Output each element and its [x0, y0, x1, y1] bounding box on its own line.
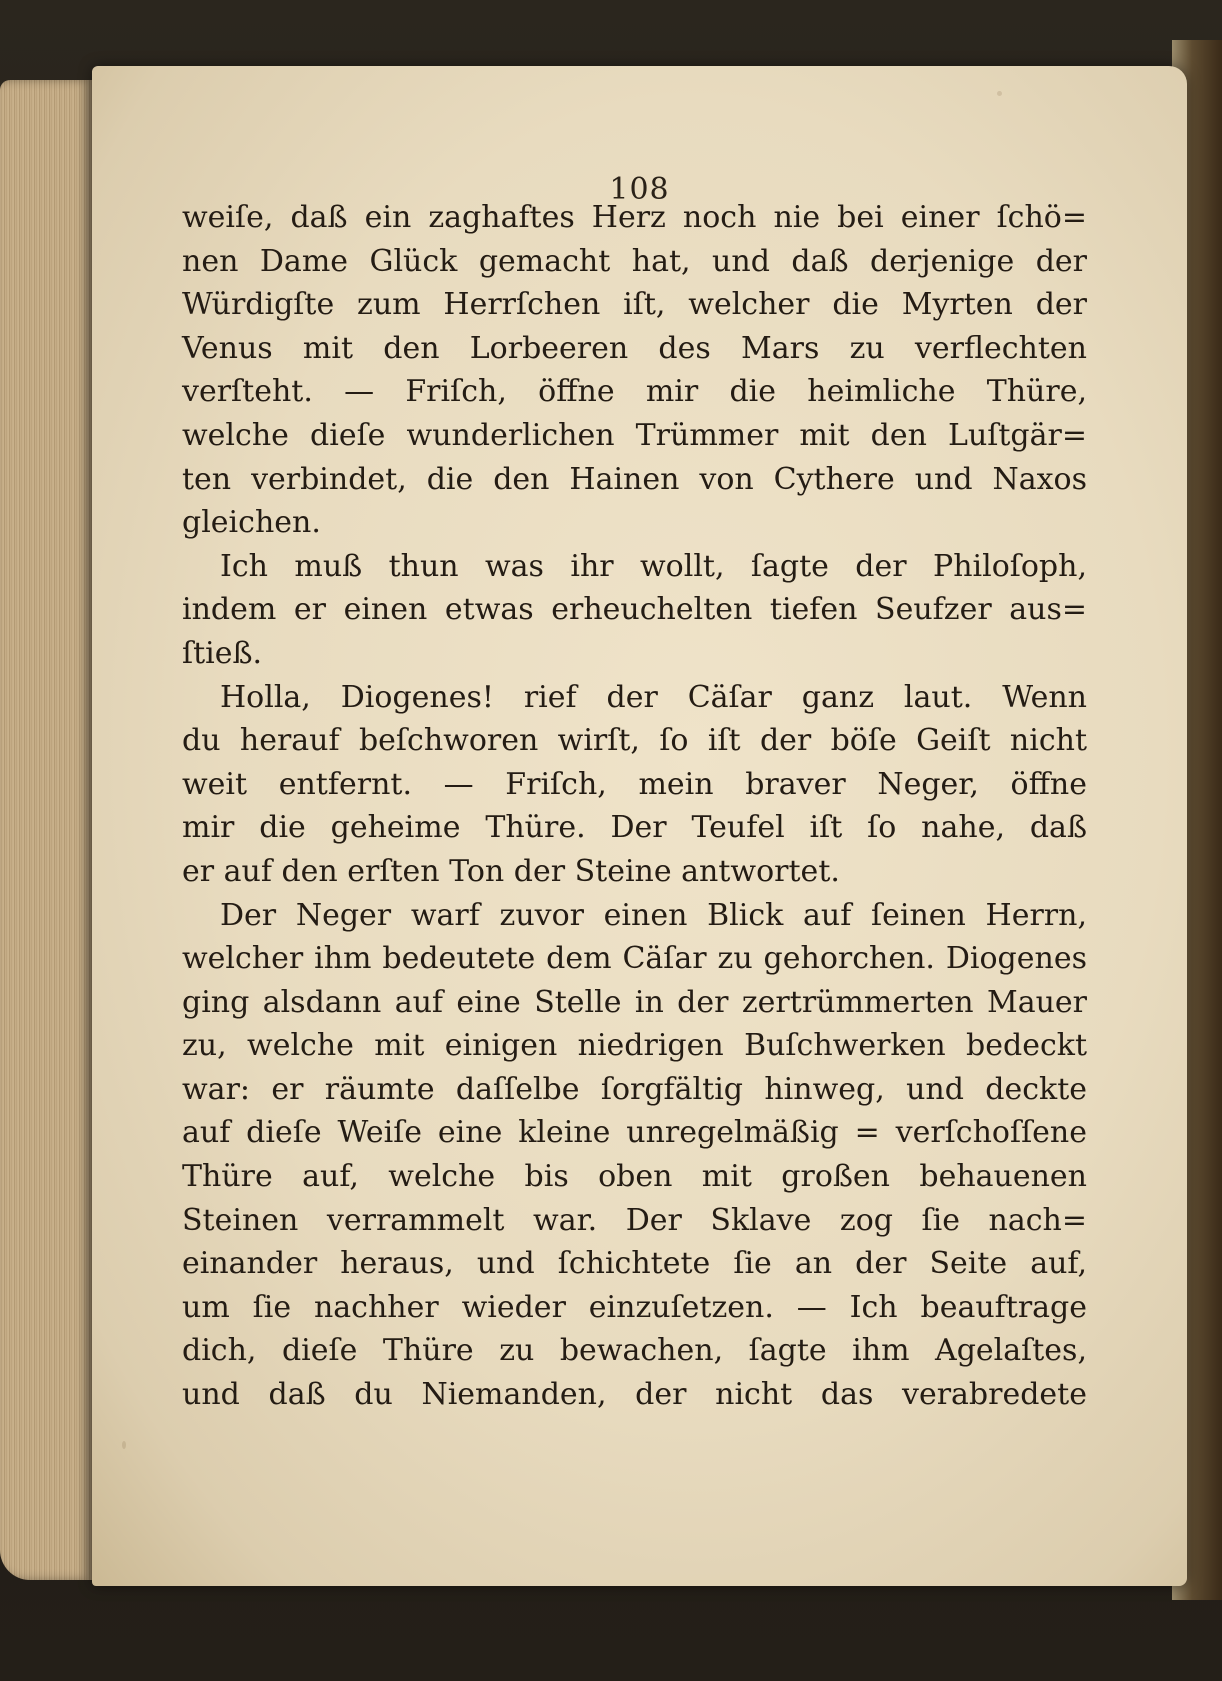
text-line: zu, welche mit einigen niedrigen Buſchwerken bedeckt [182, 1028, 1087, 1064]
book-page [92, 66, 1187, 1586]
text-line: auf dieſe Weiſe eine kleine unregelmäßig = verſchoſſene [182, 1115, 1087, 1151]
text-line: weit entfernt. — Friſch, mein braver Neger, öffne [182, 766, 1087, 802]
text-line: um ſie nachher wieder einzuſetzen. — Ich beauftrage [182, 1289, 1087, 1325]
body-text [182, 196, 1087, 1417]
page-number: 108 [609, 172, 670, 207]
page-edges [0, 80, 92, 1580]
text-line: dich, dieſe Thüre zu bewachen, ſagte ihm Agelaſtes, [182, 1333, 1087, 1369]
text-line: ging alsdann auf eine Stelle in der zertrümmerten Mauer [182, 984, 1087, 1020]
text-line: ſtieß. [182, 635, 263, 671]
text-line: Venus mit den Lorbeeren des Mars zu verflechten [182, 330, 1087, 366]
text-line: einander heraus, und ſchichtete ſie an der Seite auf, [182, 1246, 1087, 1282]
paper-speck [122, 1441, 126, 1449]
text-line: welcher ihm bedeutete dem Cäſar zu gehorchen. Diogenes [182, 941, 1087, 977]
text-line: indem er einen etwas erheuchelten tiefen Seufzer aus= [182, 592, 1087, 628]
text-line: du herauf beſchworen wirſt, ſo iſt der böſe Geiſt nicht [182, 723, 1087, 759]
text-line: verſteht. — Friſch, öffne mir die heimliche Thüre, [182, 374, 1087, 410]
text-line: Würdigſte zum Herrſchen iſt, welcher die Myrten der [182, 287, 1087, 323]
text-line: Holla, Diogenes! rief der Cäſar ganz laut. Wenn [220, 679, 1087, 715]
text-line: Thüre auf, welche bis oben mit großen behauenen [182, 1159, 1087, 1195]
text-line: war: er räumte daſſelbe ſorgfältig hinweg, und deckte [182, 1071, 1087, 1107]
text-line: mir die geheime Thüre. Der Teufel iſt ſo nahe, daß [182, 810, 1087, 846]
text-line: Ich muß thun was ihr wollt, ſagte der Philoſoph, [220, 548, 1087, 584]
text-line: nen Dame Glück gemacht hat, und daß derjenige der [182, 243, 1087, 279]
text-line: welche dieſe wunderlichen Trümmer mit den Luſtgär= [182, 417, 1087, 453]
text-line: weiſe, daß ein zaghaftes Herz noch nie bei einer ſchö= [182, 200, 1087, 235]
text-line: gleichen. [182, 505, 321, 541]
text-line: ten verbindet, die den Hainen von Cythere und Naxos [182, 461, 1087, 497]
paper-speck [997, 91, 1002, 96]
text-line: er auf den erſten Ton der Steine antwortet. [182, 853, 840, 889]
text-line: Steinen verrammelt war. Der Sklave zog ſie nach= [182, 1202, 1087, 1238]
text-line: Der Neger warf zuvor einen Blick auf ſeinen Herrn, [220, 897, 1087, 933]
text-line: und daß du Niemanden, der nicht das verabredete [182, 1377, 1087, 1413]
